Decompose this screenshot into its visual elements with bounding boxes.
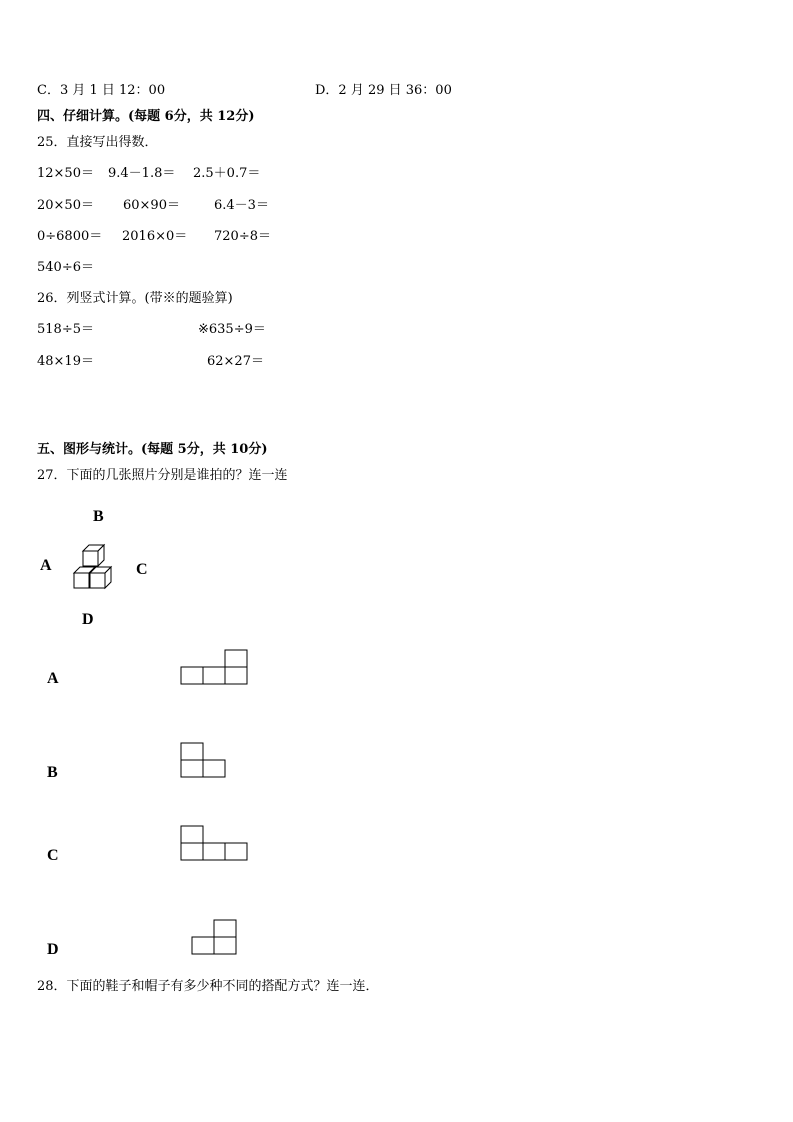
q25-item: 720÷8＝ — [214, 229, 271, 244]
cube-stack-illustration — [72, 543, 122, 595]
view-label-d: D — [47, 941, 59, 958]
option-d: D．2 月 29 日 36：00 — [315, 83, 452, 98]
q25-item: 2016×0＝ — [122, 229, 188, 244]
question-27-prompt: 27．下面的几张照片分别是谁拍的？连一连 — [37, 468, 288, 483]
q25-item: 12×50＝ — [37, 166, 94, 181]
q26-item: 48×19＝ — [37, 354, 94, 369]
q25-item: 60×90＝ — [123, 198, 180, 213]
q25-item: 0÷6800＝ — [37, 229, 103, 244]
section-4-title: 四、仔细计算。(每题 6分，共 12分) — [37, 109, 255, 124]
question-26-prompt: 26．列竖式计算。(带※的题验算) — [37, 291, 233, 306]
q26-item: ※635÷9＝ — [198, 322, 266, 337]
q25-item: 20×50＝ — [37, 198, 94, 213]
view-label-c: C — [47, 847, 59, 864]
q26-item: 518÷5＝ — [37, 322, 94, 337]
view-label-a: A — [47, 670, 59, 687]
direction-label-b: B — [93, 508, 104, 525]
q26-item: 62×27＝ — [207, 354, 264, 369]
direction-label-a: A — [40, 557, 52, 574]
direction-label-d: D — [82, 611, 94, 628]
view-b-figure — [180, 741, 228, 779]
question-25-prompt: 25．直接写出得数． — [37, 135, 158, 150]
q25-item: 540÷6＝ — [37, 260, 94, 275]
view-d-figure — [191, 918, 239, 956]
view-c-figure — [180, 824, 250, 862]
question-28-prompt: 28．下面的鞋子和帽子有多少种不同的搭配方式？连一连． — [37, 979, 379, 994]
q25-item: 9.4－1.8＝ — [108, 166, 176, 181]
option-c: C．3 月 1 日 12：00 — [37, 83, 166, 98]
section-5-title: 五、图形与统计。(每题 5分，共 10分) — [37, 442, 268, 457]
q25-item: 2.5＋0.7＝ — [193, 166, 261, 181]
view-a-figure — [180, 648, 250, 686]
q25-item: 6.4－3＝ — [214, 198, 269, 213]
view-label-b: B — [47, 764, 58, 781]
direction-label-c: C — [136, 561, 148, 578]
